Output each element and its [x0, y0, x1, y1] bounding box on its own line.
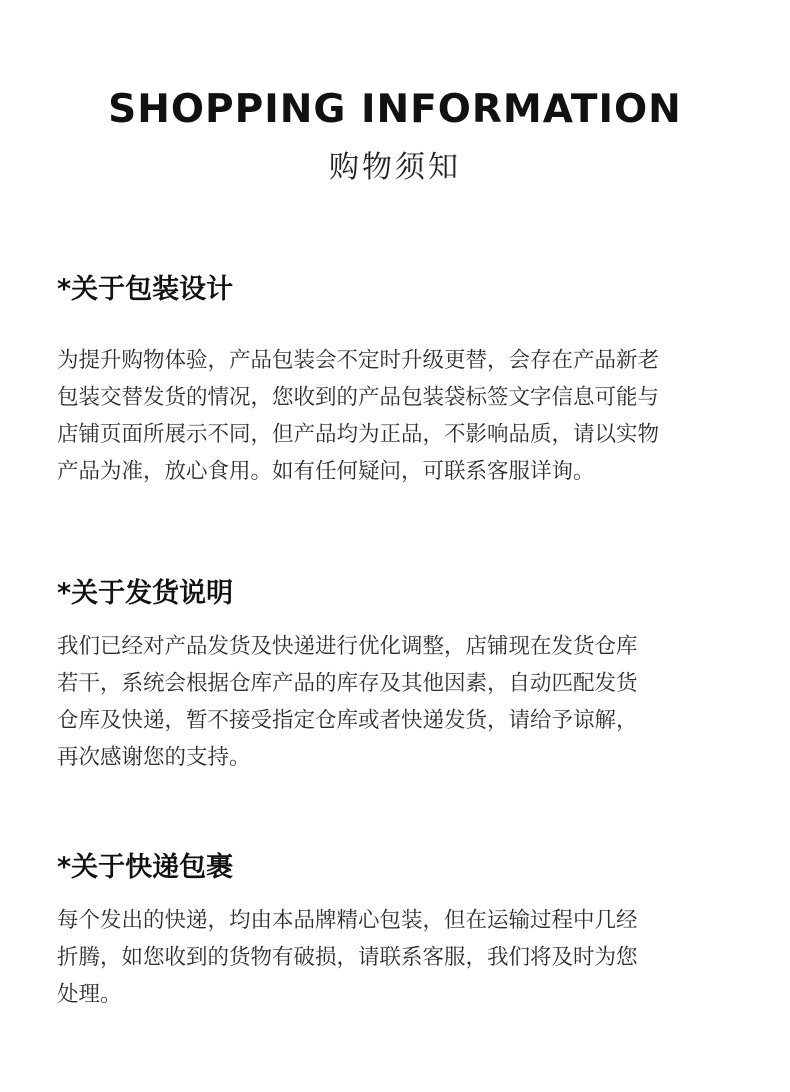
- section-heading: *关于包装设计: [57, 274, 234, 305]
- page-title: SHOPPING INFORMATION: [108, 87, 682, 132]
- section-heading: *关于快递包裹: [57, 852, 234, 883]
- section-packaging-design: [57, 270, 747, 490]
- page-subtitle: 购物须知: [329, 150, 461, 185]
- section-heading: *关于发货说明: [57, 578, 234, 609]
- section-body: 我们已经对产品发货及快递进行优化调整，店铺现在发货仓库 若干，系统会根据仓库产品的库存及其他因素，自动匹配发货 仓库及快递，暂不接受指定仓库或者快递发货，请给予谅解， 再次感谢您的支持。: [57, 634, 638, 770]
- section-shipping-notes: [57, 574, 747, 776]
- section-body: 为提升购物体验，产品包装会不定时升级更替，会存在产品新老 包装交替发货的情况，您收到的产品包装袋标签文字信息可能与 店铺页面所展示不同，但产品均为正品，不影响品质，请以实物 产品为准，放心食用。如有任何疑问，可联系客服详询。: [57, 348, 660, 484]
- section-delivery-package: [57, 848, 747, 1013]
- section-body: 每个发出的快递，均由本品牌精心包装，但在运输过程中几经 折腾，如您收到的货物有破损，请联系客服，我们将及时为您 处理。: [57, 908, 638, 1007]
